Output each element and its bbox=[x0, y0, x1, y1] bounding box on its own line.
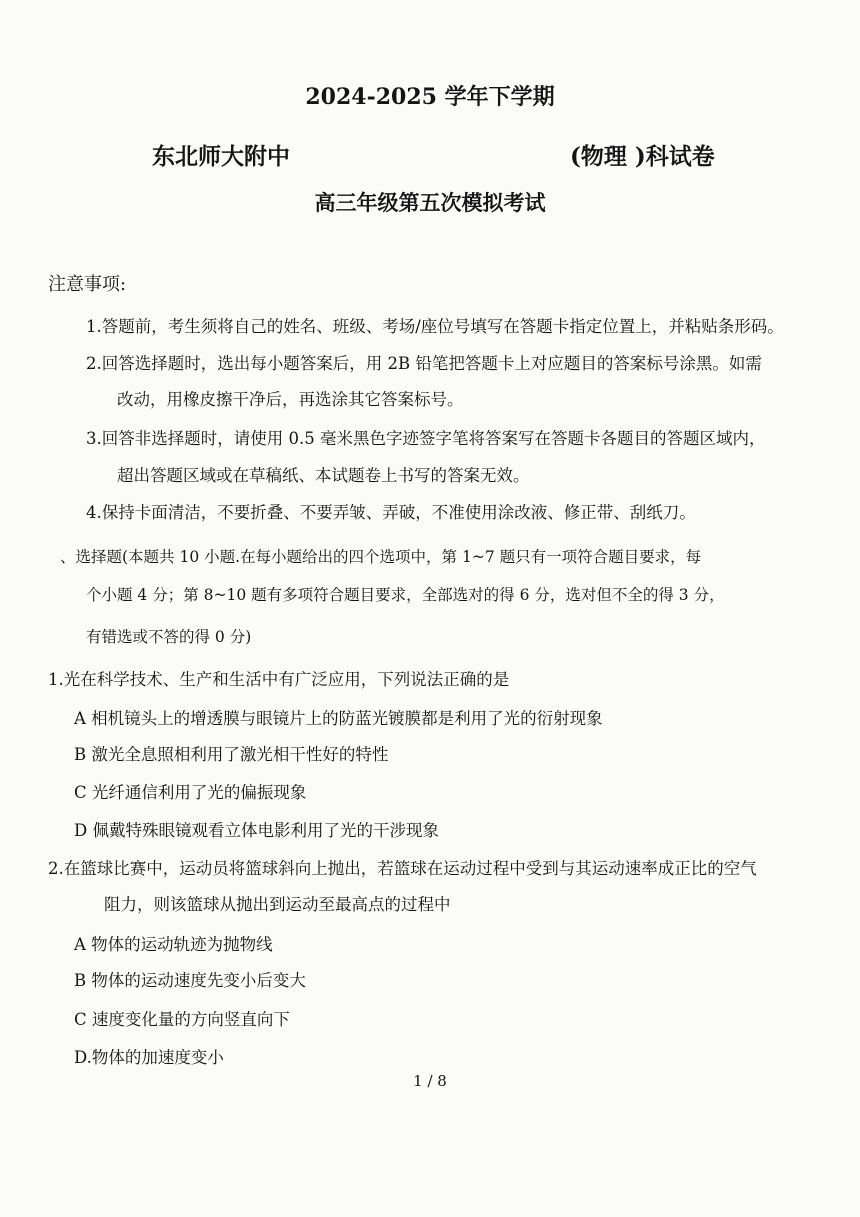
question-1-option-a: A 相机镜头上的增透膜与眼镜片上的防蓝光镀膜都是利用了光的衍射现象 bbox=[74, 709, 603, 728]
question-2-stem: 2.在篮球比赛中，运动员将篮球斜向上抛出，若篮球在运动过程中受到与其运动速率成正比的空气 bbox=[48, 859, 757, 878]
notice-title: 注意事项: bbox=[48, 274, 127, 295]
question-1-option-d: D 佩戴特殊眼镜观看立体电影利用了光的干涉现象 bbox=[74, 821, 439, 840]
year-term-title: 2024-2025 学年下学期 bbox=[305, 84, 555, 110]
question-1-option-c: C 光纤通信利用了光的偏振现象 bbox=[74, 783, 307, 802]
question-2-option-c: C 速度变化量的方向竖直向下 bbox=[74, 1010, 290, 1029]
question-1-option-b: B 激光全息照相利用了激光相干性好的特性 bbox=[74, 745, 389, 764]
page-number: 1 / 8 bbox=[413, 1072, 447, 1090]
exam-title: 高三年级第五次模拟考试 bbox=[314, 190, 546, 215]
question-2-option-a: A 物体的运动轨迹为抛物线 bbox=[74, 935, 273, 954]
notice-item-2: 2.回答选择题时，选出每小题答案后，用 2B 铅笔把答题卡上对应题目的答案标号涂黑。如需 bbox=[86, 354, 762, 373]
section-heading-cont-1: 个小题 4 分；第 8~10 题有多项符合题目要求，全部选对的得 6 分，选对但不全的得 3 分， bbox=[86, 586, 725, 604]
notice-item-2-cont: 改动，用橡皮擦干净后，再选涂其它答案标号。 bbox=[117, 390, 464, 409]
section-heading: 、选择题(本题共 10 小题.在每小题给出的四个选项中，第 1~7 题只有一项符合题目要求，每 bbox=[60, 548, 702, 566]
notice-item-3-cont: 超出答题区域或在草稿纸、本试题卷上书写的答案无效。 bbox=[117, 466, 530, 485]
school-name: 东北师大附中 bbox=[152, 143, 290, 170]
notice-item-3: 3.回答非选择题时，请使用 0.5 毫米黑色字迹签字笔将答案写在答题卡各题目的答题区域内， bbox=[86, 429, 766, 448]
notice-item-4: 4.保持卡面清洁，不要折叠、不要弄皱、弄破，不准使用涂改液、修正带、刮纸刀。 bbox=[86, 503, 696, 522]
question-1-stem: 1.光在科学技术、生产和生活中有广泛应用，下列说法正确的是 bbox=[48, 670, 510, 689]
notice-item-1: 1.答题前，考生须将自己的姓名、班级、考场/座位号填写在答题卡指定位置上，并粘贴条形码。 bbox=[86, 317, 784, 336]
question-2-option-b: B 物体的运动速度先变小后变大 bbox=[74, 971, 306, 990]
subject-title: (物理 )科试卷 bbox=[570, 143, 715, 170]
question-2-stem-cont: 阻力，则该篮球从抛出到运动至最高点的过程中 bbox=[104, 895, 451, 914]
section-heading-cont-2: 有错选或不答的得 0 分) bbox=[86, 628, 252, 646]
question-2-option-d: D.物体的加速度变小 bbox=[74, 1048, 224, 1067]
